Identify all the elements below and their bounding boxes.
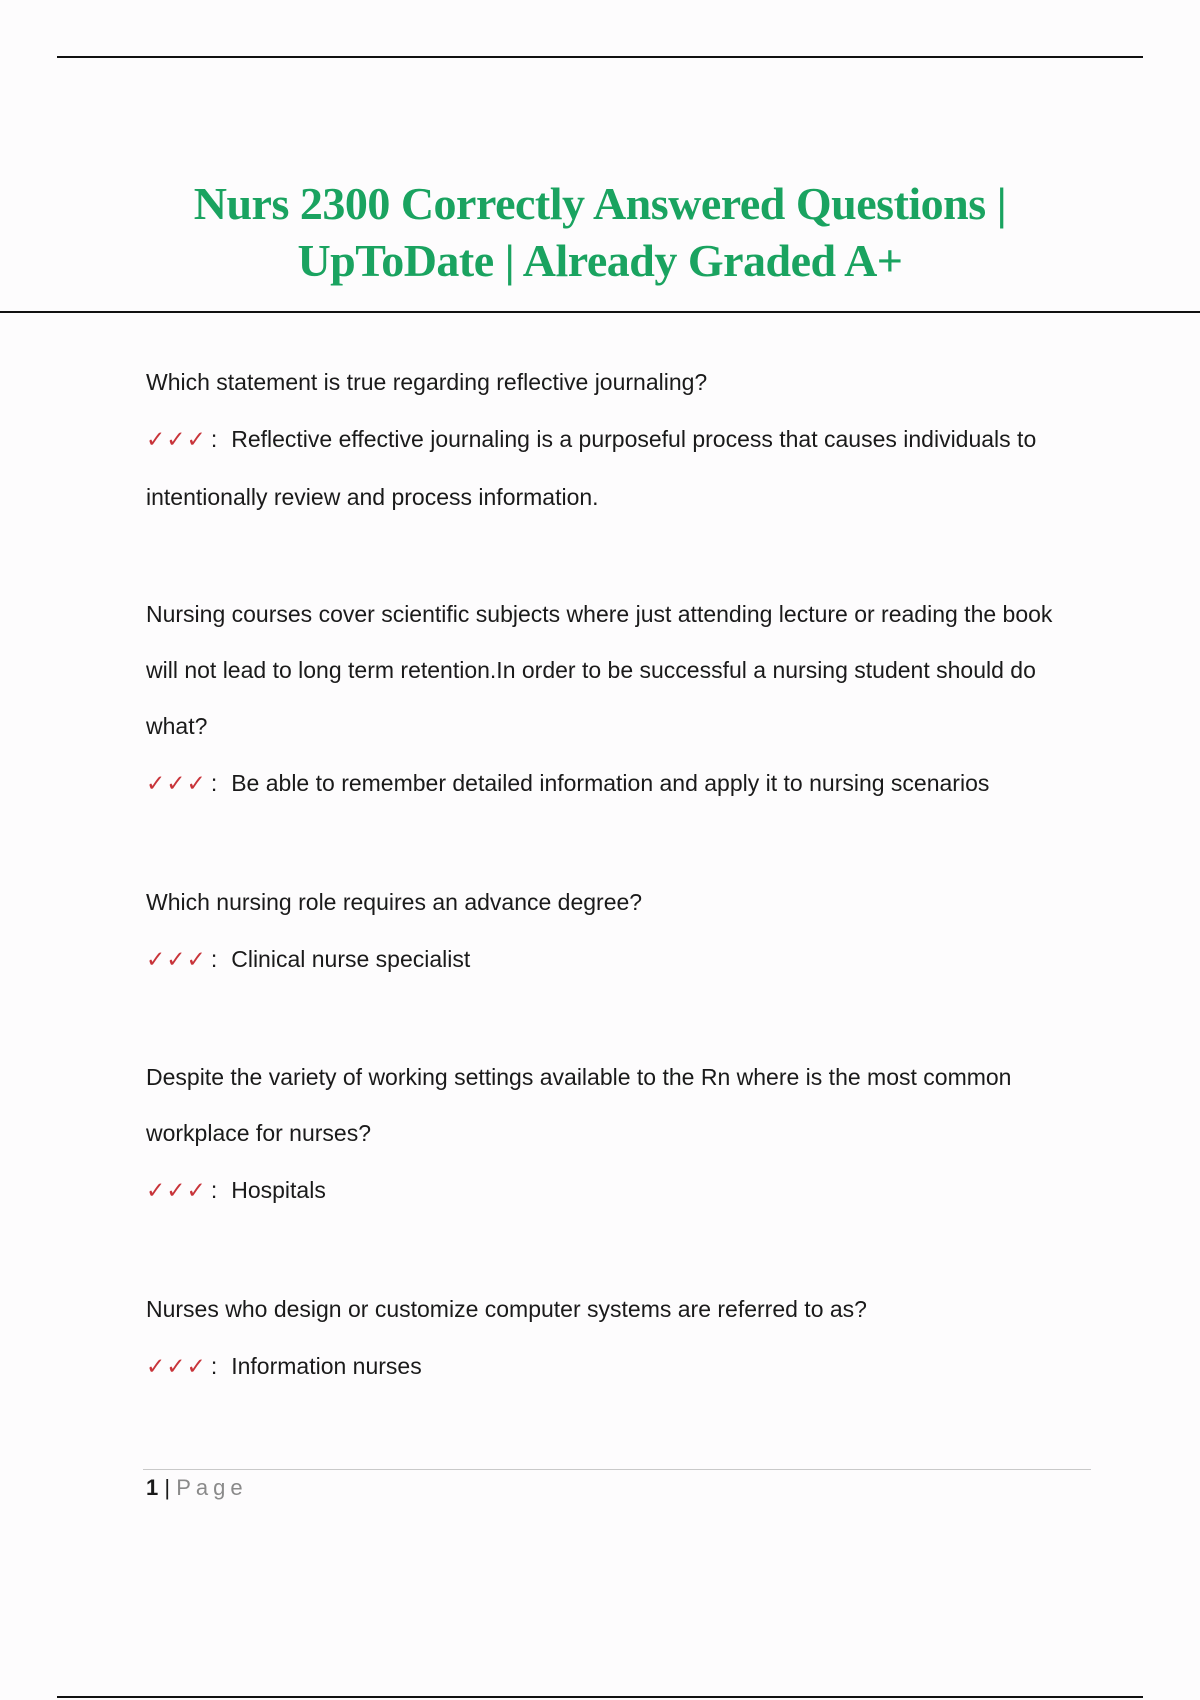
title-line-2: UpToDate | Already Graded A+	[297, 234, 903, 286]
answer-text: Information nurses	[231, 1353, 422, 1379]
title-line-1: Nurs 2300 Correctly Answered Questions |	[193, 177, 1007, 229]
question-3: Which nursing role requires an advance degree?	[146, 889, 643, 915]
answer-1: ✓✓✓ : Reflective effective journaling is a purposeful process that causes individuals to intentionally review and process information.	[146, 426, 1037, 510]
question-1: Which statement is true regarding reflective journaling?	[146, 369, 708, 395]
page-label: Page	[176, 1475, 248, 1500]
answer-3: ✓✓✓ : Clinical nurse specialist	[146, 946, 471, 972]
checkmark-icon: ✓✓✓	[146, 770, 207, 796]
page-separator: |	[164, 1475, 171, 1500]
bottom-rule	[57, 1696, 1143, 1698]
answer-text: Hospitals	[231, 1177, 326, 1203]
footer-rule	[143, 1469, 1091, 1470]
checkmark-icon: ✓✓✓	[146, 946, 207, 972]
question-2: Nursing courses cover scientific subjects where just attending lecture or reading the book will not lead to long term retention.In order to be successful a nursing student should do what?	[146, 601, 1053, 739]
answer-4: ✓✓✓ : Hospitals	[146, 1177, 326, 1203]
qa-block-3	[146, 874, 1076, 988]
qa-block-4	[146, 1049, 1076, 1219]
answer-text: Reflective effective journaling is a purposeful process that causes individuals to intentionally review and process information.	[146, 426, 1037, 510]
checkmark-icon: ✓✓✓	[146, 1353, 207, 1379]
page-number: 1	[146, 1475, 159, 1500]
answer-text: Be able to remember detailed information and apply it to nursing scenarios	[231, 770, 990, 796]
top-rule	[57, 56, 1143, 58]
qa-block-5	[146, 1281, 1076, 1395]
answer-2: ✓✓✓ : Be able to remember detailed information and apply it to nursing scenarios	[146, 770, 990, 796]
answer-5: ✓✓✓ : Information nurses	[146, 1353, 422, 1379]
header-rule	[0, 311, 1200, 313]
qa-block-1	[146, 354, 1076, 526]
page-footer	[146, 1473, 248, 1503]
checkmark-icon: ✓✓✓	[146, 426, 207, 452]
question-5: Nurses who design or customize computer systems are referred to as?	[146, 1296, 867, 1322]
document-title	[100, 175, 1100, 289]
qa-block-2	[146, 586, 1076, 812]
question-4: Despite the variety of working settings available to the Rn where is the most common workplace for nurses?	[146, 1064, 1012, 1146]
checkmark-icon: ✓✓✓	[146, 1177, 207, 1203]
answer-text: Clinical nurse specialist	[231, 946, 471, 972]
